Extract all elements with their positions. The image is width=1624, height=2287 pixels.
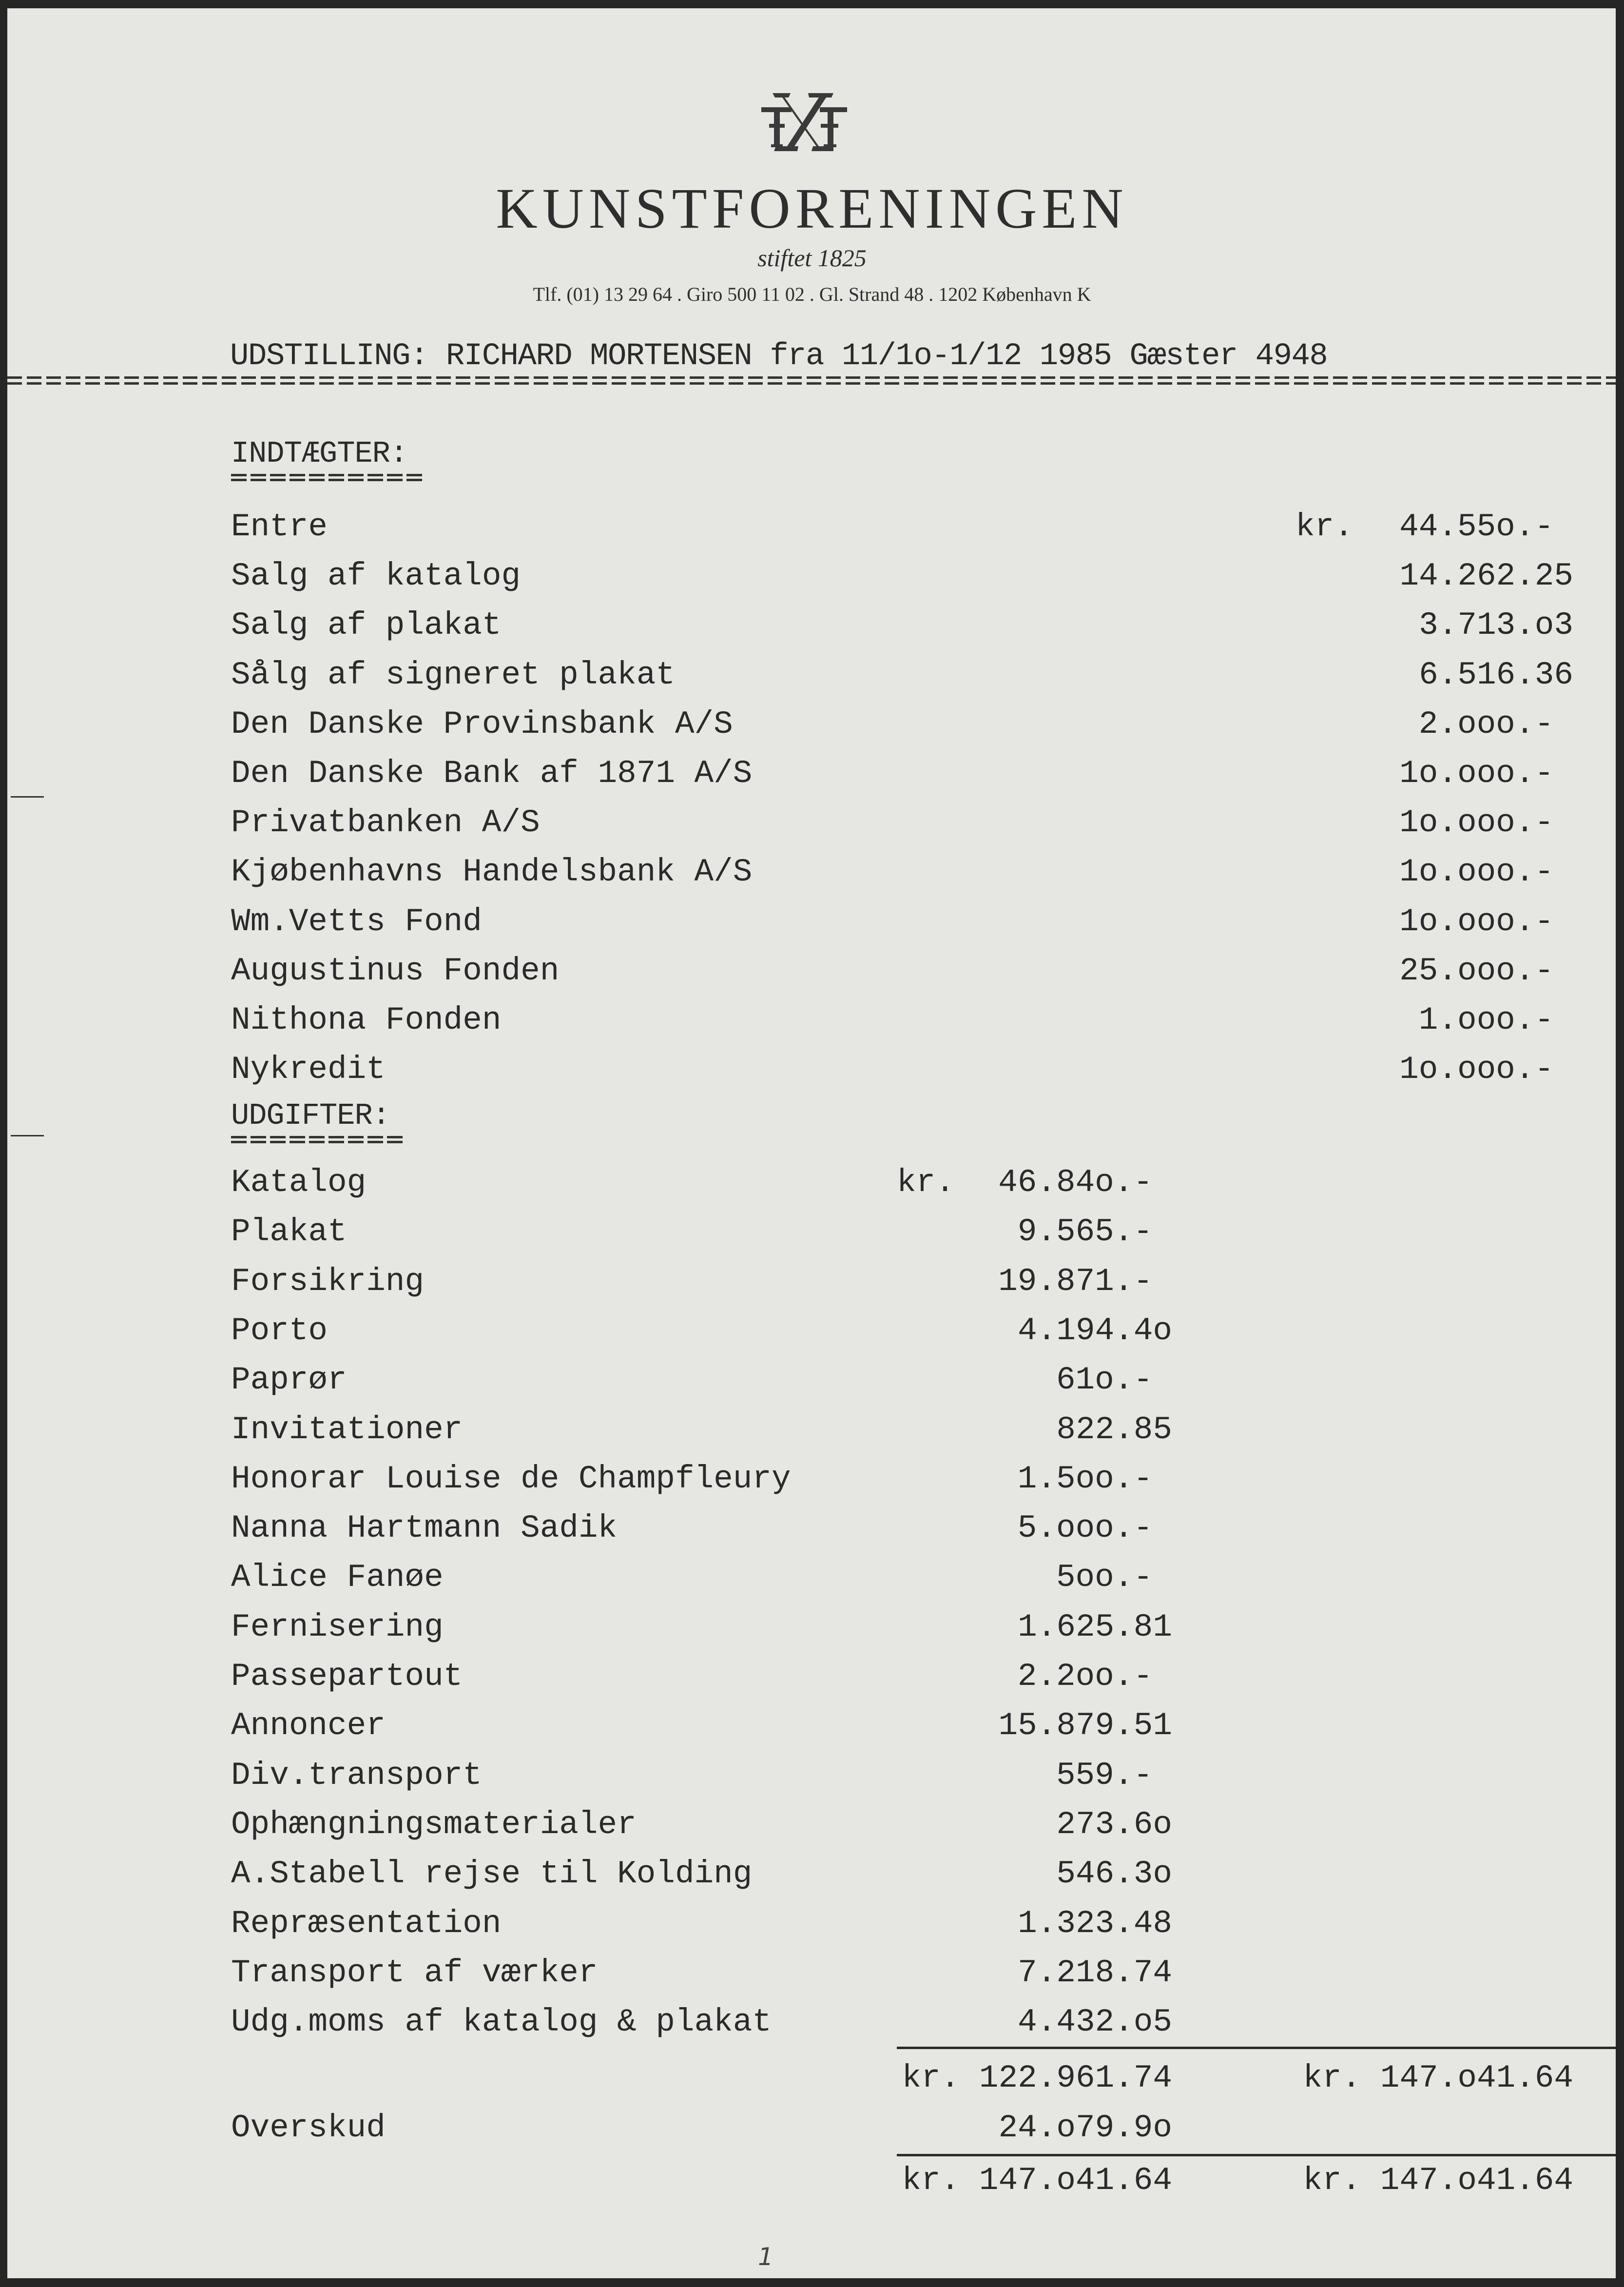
expenses-item-amount: 822.85: [1056, 1411, 1172, 1448]
expenses-title: UDGIFTER:: [231, 1098, 390, 1133]
expenses-item-label: Ophængningsmaterialer: [231, 1806, 637, 1843]
income-title: INDTÆGTER:: [231, 436, 408, 471]
income-item-label: Nykredit: [231, 1051, 386, 1088]
income-currency-label: kr.: [1295, 508, 1353, 545]
margin-mark: [11, 796, 44, 798]
expenses-item-amount: 273.6o: [1056, 1806, 1172, 1843]
contact-line: Tlf. (01) 13 29 64 . Giro 500 11 02 . Gl. Strand 48 . 1202 København K: [533, 283, 1091, 305]
exhibition-heading: UDSTILLING: RICHARD MORTENSEN fra 11/1o-1/12 1985 Gæster 4948: [230, 339, 1328, 374]
expenses-item-amount: 1.5oo.-: [1017, 1460, 1153, 1497]
subtotal-rule: [897, 2047, 1616, 2049]
income-item-label: Sålg af signeret plakat: [231, 656, 675, 693]
income-item-label: Den Danske Provinsbank A/S: [231, 705, 733, 743]
expenses-item-label: Honorar Louise de Champfleury: [231, 1460, 791, 1497]
income-title-underline: [231, 474, 424, 482]
surplus-amount: 24.o79.9o: [998, 2110, 1172, 2146]
income-item-amount: 1o.ooo.-: [1399, 854, 1554, 891]
income-item-label: Den Danske Bank af 1871 A/S: [231, 755, 753, 792]
income-item-amount: 1o.ooo.-: [1399, 804, 1554, 841]
founded-line: stiftet 1825: [757, 244, 867, 272]
income-item-label: Entre: [231, 508, 328, 545]
income-item-amount: 44.55o.-: [1399, 508, 1554, 545]
income-item-label: Privatbanken A/S: [231, 804, 540, 841]
page-number: 1: [758, 2243, 773, 2271]
expenses-item-amount: 61o.-: [1056, 1362, 1153, 1399]
organization-name: KUNSTFORENINGEN: [496, 176, 1128, 240]
expenses-item-label: Porto: [231, 1312, 328, 1349]
expenses-item-label: Alice Fanøe: [231, 1559, 444, 1596]
expenses-item-label: Katalog: [231, 1164, 367, 1201]
expenses-item-label: Plakat: [231, 1213, 347, 1251]
expenses-item-amount: 5.ooo.-: [1017, 1510, 1153, 1547]
expenses-item-label: Transport af værker: [231, 1954, 598, 1991]
income-total: kr. 147.o41.64: [1303, 2060, 1573, 2096]
income-item-label: Nithona Fonden: [231, 1002, 502, 1038]
income-item-label: Wm.Vetts Fond: [231, 903, 482, 940]
expenses-item-amount: 19.871.-: [998, 1263, 1153, 1300]
surplus-label: Overskud: [231, 2110, 386, 2146]
grand-total-rule: [897, 2154, 1616, 2156]
income-item-amount: 1.ooo.-: [1418, 1002, 1554, 1038]
expenses-item-amount: 1.323.48: [1018, 1905, 1172, 1942]
expenses-item-amount: 1.625.81: [1018, 1608, 1172, 1645]
income-item-label: Kjøbenhavns Handelsbank A/S: [231, 854, 753, 891]
income-item-amount: 1o.ooo.-: [1399, 1051, 1554, 1088]
expenses-title-underline: [231, 1136, 404, 1144]
income-item-label: Augustinus Fonden: [231, 952, 560, 989]
expenses-item-amount: 2.2oo.-: [1017, 1658, 1153, 1695]
income-item-amount: 14.262.25: [1399, 558, 1573, 595]
expenses-item-amount: 9.565.-: [1017, 1213, 1153, 1251]
expenses-item-label: Fernisering: [231, 1608, 444, 1645]
expenses-item-amount: 15.879.51: [998, 1707, 1172, 1744]
expenses-item-label: Div.transport: [231, 1757, 482, 1794]
margin-mark: [11, 1135, 44, 1136]
expenses-total: kr. 122.961.74: [902, 2060, 1172, 2096]
expenses-item-label: Repræsentation: [231, 1905, 502, 1942]
expenses-item-label: Forsikring: [231, 1263, 425, 1300]
expenses-item-label: Nanna Hartmann Sadik: [231, 1510, 618, 1547]
kf-monogram-logo: [760, 92, 848, 157]
expenses-item-amount: 46.84o.-: [998, 1164, 1153, 1201]
expenses-item-label: Passepartout: [231, 1658, 463, 1695]
expenses-item-amount: 4.194.4o: [1018, 1312, 1172, 1349]
expenses-item-amount: 559.-: [1056, 1757, 1153, 1794]
income-item-amount: 2.ooo.-: [1418, 705, 1554, 743]
expenses-item-amount: 4.432.o5: [1018, 2004, 1172, 2041]
income-item-amount: 25.ooo.-: [1399, 952, 1554, 989]
double-rule: [7, 375, 1616, 386]
income-item-amount: 3.713.o3: [1419, 607, 1573, 644]
income-item-amount: 6.516.36: [1419, 656, 1573, 693]
grand-total-expenses: kr. 147.o41.64: [902, 2162, 1172, 2199]
income-item-label: Salg af katalog: [231, 558, 521, 595]
expenses-item-amount: 5oo.-: [1056, 1559, 1153, 1596]
grand-total-income: kr. 147.o41.64: [1303, 2162, 1573, 2199]
expenses-item-label: A.Stabell rejse til Kolding: [231, 1856, 753, 1893]
expenses-item-label: Invitationer: [231, 1411, 463, 1448]
expenses-item-amount: 7.218.74: [1018, 1954, 1172, 1991]
income-item-amount: 1o.ooo.-: [1399, 755, 1554, 792]
expenses-item-label: Udg.moms af katalog & plakat: [231, 2004, 772, 2041]
income-item-amount: 1o.ooo.-: [1399, 903, 1554, 940]
expenses-item-label: Annoncer: [231, 1707, 386, 1744]
income-item-label: Salg af plakat: [231, 607, 502, 644]
expenses-currency-label: kr.: [897, 1164, 955, 1201]
expenses-item-amount: 546.3o: [1056, 1856, 1172, 1893]
expenses-item-label: Paprør: [231, 1362, 347, 1399]
